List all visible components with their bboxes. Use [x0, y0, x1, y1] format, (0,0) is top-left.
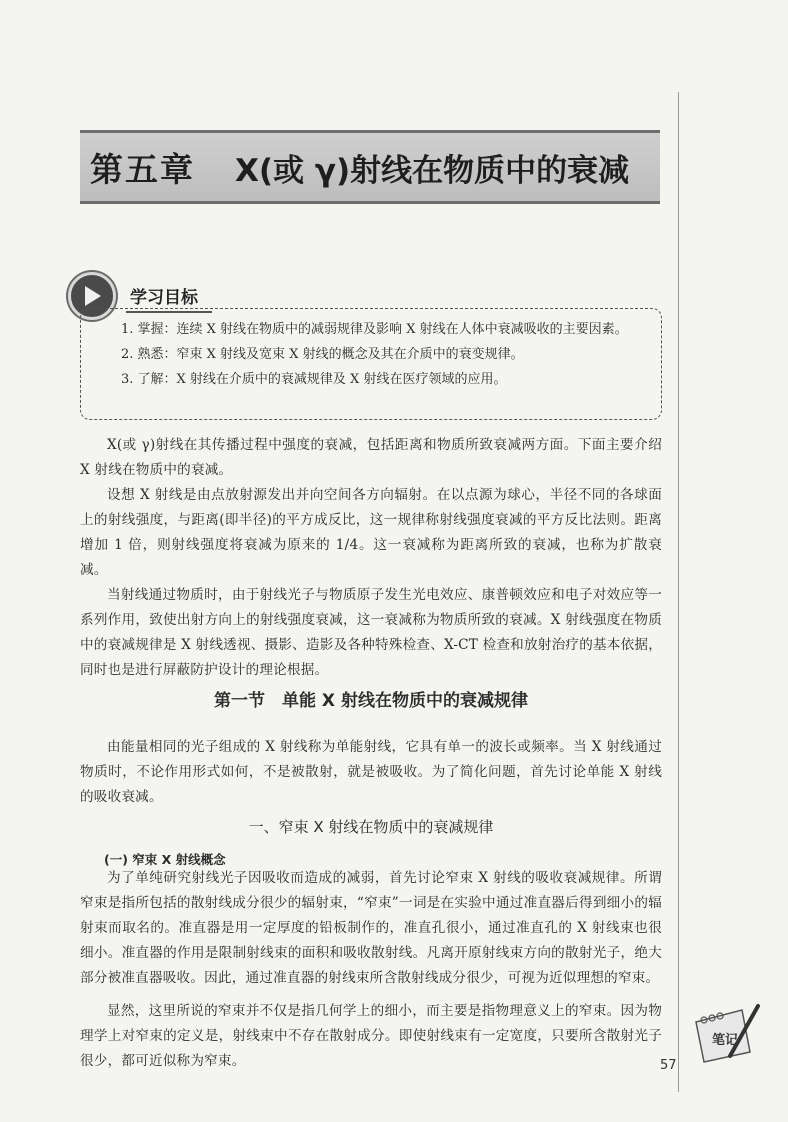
- chapter-banner: [80, 130, 660, 204]
- section-paragraph: 由能量相同的光子组成的 X 射线称为单能射线，它具有单一的波长或频率。当 X 射线通过物质时，不论作用形式如何，不是被散射，就是被吸收。为了简化问题，首先讨论单能 X 射线的吸收衰减。: [80, 739, 662, 805]
- chapter-title: X(或 γ)射线在物质中的衰减: [235, 152, 630, 189]
- subsection-paragraph: 为了单纯研究射线光子因吸收而造成的减弱，首先讨论窄束 X 射线的吸收衰减规律。所谓窄束是指所包括的散射线成分很少的辐射束，“窄束”一词是在实验中通过准直器后得到细小的辐射束而取名的。准直器是用一定厚度的铅板制作的，准直孔很小，通过准直孔的 X 射线束也很细小。准直器的作用是限制射线束的面积和吸收散射线。凡离开原射线束方向的散射光子，绝大部分被准直器吸收。因此，通过准直器的射线束所含散射线成分很少，可视为近似理想的窄束。: [80, 870, 662, 986]
- learning-goal-item: 3. 了解：X 射线在介质中的衰减规律及 X 射线在医疗领域的应用。: [121, 372, 507, 387]
- section-text: [80, 735, 662, 810]
- subsection-heading: (一) 窄束 X 射线概念: [104, 852, 226, 867]
- svg-text:笔记: 笔记: [712, 1033, 739, 1048]
- learning-goals-label: 学习目标: [126, 280, 212, 313]
- notes-icon: [690, 1000, 762, 1066]
- intro-paragraph: X(或 γ)射线在其传播过程中强度的衰减，包括距离和物质所致衰减两方面。下面主要介绍 X 射线在物质中的衰减。: [80, 437, 662, 478]
- learning-goal-item: 1. 掌握：连续 X 射线在物质中的减弱规律及影响 X 射线在人体中衰减吸收的主要因素。: [121, 322, 628, 337]
- learning-goals-box: [80, 308, 662, 420]
- chapter-number: 第五章: [90, 149, 195, 189]
- intro-paragraph: 当射线通过物质时，由于射线光子与物质原子发生光电效应、康普顿效应和电子对效应等一系列作用，致使出射方向上的射线强度衰减，这一衰减称为物质所致的衰减。X 射线强度在物质中的衰减规律是 X 射线透视、摄影、造影及各种特殊检查、X-CT 检查和放射治疗的基本依据，同时也是进行屏蔽防护设计的理论根据。: [80, 587, 662, 678]
- section-title: 第一节 单能 X 射线在物质中的衰减规律: [214, 691, 528, 711]
- intro-text: [80, 433, 662, 683]
- page-number: 57: [660, 1058, 677, 1073]
- learning-goal-item: 2. 熟悉：窄束 X 射线及宽束 X 射线的概念及其在介质中的衰变规律。: [121, 347, 524, 362]
- intro-paragraph: 设想 X 射线是由点放射源发出并向空间各方向辐射。在以点源为球心，半径不同的各球面上的射线强度，与距离(即半径)的平方成反比，这一规律称射线强度衰减的平方反比法则。距离增加 1 倍，则射线强度将衰减为原来的 1/4。这一衰减称为距离所致的衰减，也称为扩散衰减。: [80, 487, 662, 578]
- subsection-text: [80, 866, 662, 1074]
- subsection-title: 一、窄束 X 射线在物质中的衰减规律: [248, 818, 494, 836]
- margin-divider: [678, 92, 679, 1092]
- subsection-paragraph: 显然，这里所说的窄束并不仅是指几何学上的细小，而主要是指物理意义上的窄束。因为物理学上对窄束的定义是，射线束中不存在散射成分。即使射线束有一定宽度，只要所含散射光子很少，都可近似称为窄束。: [80, 1003, 662, 1069]
